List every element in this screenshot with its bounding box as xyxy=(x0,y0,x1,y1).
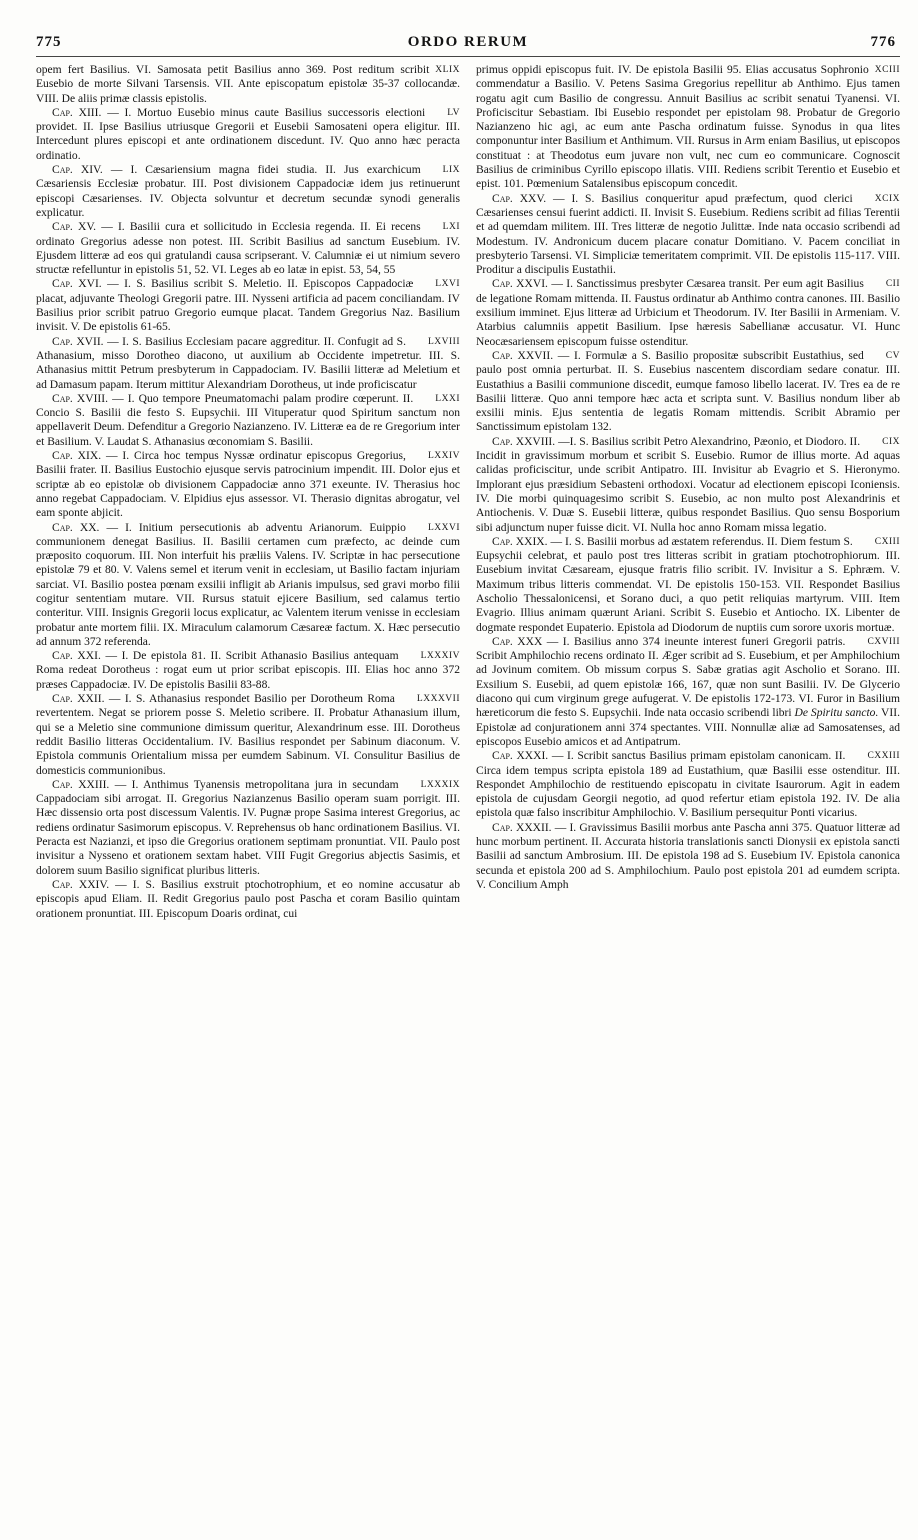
page-number-right: 776 xyxy=(870,34,896,50)
chapter-entry xyxy=(36,449,460,520)
chapter-entry xyxy=(36,878,460,921)
chapter-summary: — I. S. Basilius Ecclesiam pacare aggreditur. II. Confugit ad S. Athanasium, misso Dorotheo diacono, ut auxilium ab Occidente impetretur. III. S. Athanasius mittit Petrum presbyterum in Cappadociam. IV. Basilii litteræ ad Meletium et ad Damasum papam. Iterum mittitur Alexandriam Dorotheus, ut inde proficiscatur xyxy=(36,335,460,391)
chapter-label: Cap. XXIX. xyxy=(492,535,548,548)
chapter-summary: — I. Formulæ a S. Basilio propositæ subscribit Eustathius, sed paulo post omnia perturbat. II. S. Eusebius nascentem discordiam sedare conatur. III. Eustathius a Basilii communione discedit, eumque famoso libello lacerat. IV. Tres ea de re Basilii litteræ. Quo anni tempore hæc acta et scripta sunt. V. Basilius nondum liber ab exsilii minis. Ejus sententia de legatis Romam mittendis. Scribit Abramio per Sanctissimum epistolam 132. xyxy=(476,349,900,434)
chapter-page-ref: LXXI xyxy=(435,393,460,404)
chapter-label: Cap. XVIII. xyxy=(52,392,109,405)
chapter-label: Cap. XXXII. xyxy=(492,821,552,834)
chapter-label: Cap. XXIV. xyxy=(52,878,110,891)
chapter-entry xyxy=(476,535,900,635)
chapter-summary: — I. Scribit sanctus Basilius primam epistolam canonicam. II. Circa idem tempus scripta epistola 189 ad Eustathium, quæ Basilii esse ostenditur. III. Respondet Amphilochio de restituendo episcopatu in civitate Isaurorum. Agit in eadem epistola de cujusdam Georgii negotio, ad quod refertur etiam epistola 192. IV. De alia epistola quæ falso inscribitur Amphilochio. V. Basilium persequitur Ponti vicarius. xyxy=(476,750,900,820)
chapter-label: Cap. XXX xyxy=(492,635,543,648)
chapter-summary: — I. De epistola 81. II. Scribit Athanasio Basilius antequam Roma redeat Dorotheus : rogat eum ut prior scribat episcopis. III. Elias hoc anno 372 præses Cappadociæ. IV. De epistolis Basilii 83-88. xyxy=(36,650,460,691)
book-title: De Spiritu sancto. xyxy=(794,707,879,720)
chapter-page-ref: XCIX xyxy=(874,193,900,204)
chapter-entry xyxy=(36,163,460,220)
chapter-page-ref: CXXIII xyxy=(867,751,900,762)
chapter-page-ref: LXXXIX xyxy=(420,779,460,790)
chapter-entry xyxy=(36,692,460,778)
chapter-entry xyxy=(36,649,460,692)
chapter-page-ref: LXXXIV xyxy=(420,651,460,662)
chapter-entry xyxy=(476,349,900,435)
chapter-entry xyxy=(36,277,460,334)
chapter-page-ref: LXI xyxy=(442,222,460,233)
chapter-entry xyxy=(476,192,900,278)
chapter-summary: — I. Circa hoc tempus Nyssæ ordinatur episcopus Gregorius, Basilii frater. II. Basilius Eustochio ejusque servis patrocinium impendit. III. Dolor ejus et scriptæ ab eo epistolæ ob divisionem Cappadociæ anno 371 exeunte. IV. Therasius hoc anno regebat Cappadociam. V. Elpidius ejus assessor. VI. Therasio dignitas abrogatur, vel eam sponte abjicit. xyxy=(36,450,460,520)
chapter-label: Cap. XXVII. xyxy=(492,349,554,362)
chapter-summary: — I. S. Basilius scribit S. Meletio. II. Episcopos Cappadociæ placat, adjuvante Theologi Gregorii patre. III. Nysseni artificia ad pacem conciliandam. IV Basilius prior scribit patruo Gregorio eumque placat. Tandem Gregorius Naz. Basilium invisit. V. De epistolis 61-65. xyxy=(36,278,460,334)
chapter-page-ref: LXXXVII xyxy=(416,694,460,705)
chapter-label: Cap. XXVIII. xyxy=(492,435,556,448)
chapter-entry xyxy=(476,277,900,348)
chapter-label: Cap. XXXI. xyxy=(492,750,549,763)
chapter-summary: —I. S. Basilius scribit Petro Alexandrino, Pæonio, et Diodoro. II. Incidit in gravissimum morbum et scribit S. Eusebio. Rumor de illius morte. Ad aquas calidas proficiscitur, unde scribit Antipatro. III. Invisitur ab Evagrio et S. Hieronymo. Implorant ejus præsidium Sebasteni orthodoxi. Vocatur ad electionem episcopi Iconiensis. IV. Die morbi quinquagesimo scribit S. Eusebio, ac non multo post Alexandrinis et Antiochenis. V. Duæ S. Eusebii litteræ, quibus respondet Basilius. Quo sensu Bosporium sibi adjunctum nuper fuisse dicit. VI. Nulla hoc anno Romam missa legatio. xyxy=(476,435,900,534)
chapter-label: Cap. XXV. xyxy=(492,192,547,205)
chapter-label: Cap. XXII. xyxy=(52,693,105,706)
chapter-entry xyxy=(36,220,460,277)
chapter-entry xyxy=(36,63,460,106)
chapter-entry xyxy=(476,749,900,820)
chapter-label: Cap. XVI. xyxy=(52,278,102,291)
running-title: ORDO RERUM xyxy=(407,34,529,50)
chapter-entry xyxy=(476,635,900,749)
chapter-label: Cap. XIX. xyxy=(52,450,102,463)
chapter-entry xyxy=(36,521,460,650)
right-column xyxy=(476,63,900,921)
chapter-entry xyxy=(476,63,900,192)
chapter-page-ref: CV xyxy=(885,350,900,361)
chapter-summary: — I. S. Basilius exstruit ptochotrophium, et eo nomine accusatur ab episcopis apud Eliam. II. Redit Gregorius paulo post Pascha et coram Basilio quintam orationem pronuntiat. III. Episcopum Doaris ordinat, cui xyxy=(36,878,461,920)
chapter-page-ref: CXVIII xyxy=(867,636,900,647)
chapter-entry xyxy=(36,392,460,449)
chapter-page-ref: LV xyxy=(447,107,460,118)
chapter-summary: — I. Gravissimus Basilii morbus ante Pascha anni 375. Quatuor litteræ ad hunc morbum pertinent. II. Accurata historia translationis sancti Dionysii ex epistola sancti Basilii ad sanctum Ambrosium. III. De epistola 198 ad S. Eusebium IV. Epistola canonica secunda et epistola 200 ad S. Amphilochium. Paulo post epistola 201 ad eumdem scripta. V. Concilium Amph xyxy=(476,821,901,891)
chapter-summary: — I. Quo tempore Pneumatomachi palam prodire cœperunt. II. Concio S. Basilii die festo S. Eupsychii. III Vituperatur quod Spiritum sanctum non appellaverit Deum. Defenditur a Gregorio Nazianzeno. IV. Litteræ ea de re Gregorium inter et Basilium. V. Laudat S. Athanasius œconomiam S. Basilii. xyxy=(36,392,460,448)
chapter-summary: — I. Initium persecutionis ab adventu Arianorum. Euippio communionem denegat Basilius. II. Basilii certamen cum præfecto, ac deinde cum præposito coquorum. III. Non interfuit his præliis Valens. IV. Scriptæ in hac persecutione epistolæ 79 et 80. V. Valens semel et iterum venit in ecclesiam, ut Basilio factam injuriam sarciat. VI. Basilio postea pœnam exsilii infligit ab Arianis impulsus, sed gravi morbo filii cogitur sententiam mutare. VII. Rursus statuit ejicere Basilium, sed calamus tertio conteritur. VIII. Insignis Gregorii locus explicatur, ac Valentem iterum venisse in ecclesiam probatur ante mortem filii. IX. Miraculum calamorum Cæsareæ factum. X. Hæc persecutio ad annum 372 referenda. xyxy=(36,521,460,648)
page-header xyxy=(36,34,900,57)
chapter-summary: — I. S. Athanasius respondet Basilio per Dorotheum Roma revertentem. Negat se priorem posse S. Meletio scribere. II. Probatur Athanasium illum, qui se a Meletio sine communione dimissum queritur, Alexandrinum esse. III. Dorotheus reddit Basilio litteras Occidentalium. IV. Basilius respondet per Sabinum diaconum. V. Epistola communis Orientalium missa per eumdem Sabinum. VI. Consulitur Basilius de domesticis communionibus. xyxy=(36,693,460,777)
chapter-summary: — I. S. Basilii morbus ad æstatem referendus. II. Diem festum S. Eupsychii celebrat, et paulo post tres litteras scribit in gratiam ptochotrophiorum. III. Eusebium invitat Cæsaream, ejusque fratris filio scribit. IV. Invisitur a S. Ephræm. V. Maximum tribus litteris commendat. VI. De epistolis 150-153. VII. Respondet Basilius Ascholio Thessalonicensi, et Sorano duci, a quo petit reliquias martyrum. VIII. Item Evagrio. Illius animam quærunt Ariani. Scribit S. Eusebio et Antiocho. IX. Libenter de dogmate respondet Eupaterio. Epistola ad Diodorum de nuptiis cum sorore uxoris mortuæ. xyxy=(476,535,900,634)
chapter-label: Cap. XVII. xyxy=(52,335,104,348)
chapter-label: Cap. XXI. xyxy=(52,650,101,663)
chapter-page-ref: CIX xyxy=(882,436,900,447)
chapter-page-ref: LXXIV xyxy=(427,451,460,462)
chapter-summary: — I. Mortuo Eusebio minus caute Basilius successoris electioni providet. II. Ipse Basilius utriusque Gregorii et Eusebii Samosateni opera eligitur. III. Intercedunt plures episcopi et ante ordinationem discedunt. IV. Quo anno hæc peracta ordinatio. xyxy=(36,106,460,162)
chapter-summary: opem fert Basilius. VI. Samosata petit Basilius anno 369. Post reditum scribit Eusebio de morte Silvani Tarsensis. VII. Ante episcopatum epistolæ 35-37 collocandæ. VIII. De aliis primæ classis epistolis. xyxy=(36,64,460,105)
left-column xyxy=(36,63,460,921)
chapter-entry xyxy=(476,435,900,535)
chapter-label: Cap. XXIII. xyxy=(52,778,110,791)
chapter-summary-cont: VII. Epistolæ ad conjurationem anni 374 spectantes. VIII. Nonnullæ aliæ ad Samosatenses, ad episcopos Eusebio amicos et ad Antipatrum. xyxy=(476,707,900,748)
chapter-summary: — I. Basilii cura et sollicitudo in Ecclesia regenda. II. Ei recens ordinato Gregorius adesse non potest. III. Scribit Basilius ad sanctum Eusebium. IV. Ejusdem litteræ ad eos qui gratulandi causa scripserant. V. Calumniæ ei ut nimium severo structæ refelluntur in epistolis 51, 52. VI. Leges ab eo latæ in epist. 53, 54, 55 xyxy=(36,221,460,277)
chapter-summary: — I. Anthimus Tyanensis metropolitana jura in secundam Cappadociam sibi arrogat. II. Gregorius Nazianzenus Basilio operam suam porrigit. III. Hæc dissensio orta post discessum Valentis. IV. Pugnæ prope Sasima interest Gregorius, ac rediens ordinatur Sasimorum episcopus. V. Reprehensus ob hanc ordinationem Basilius. VI. Peracta est Nazianzi, et ipso die Gregorius orationem septimam pronuntiat. VII. Paulo post invisitur a Nysseno et orationem sextam habet. VIII Fugit Gregorius abjectis Sasimis, et dolorem suum Basilio significat pluribus litteris. xyxy=(36,778,460,877)
chapter-label: Cap. XIV. xyxy=(52,164,103,177)
chapter-page-ref: LXVI xyxy=(435,279,460,290)
chapter-entry xyxy=(476,821,900,892)
chapter-summary: — I. Cæsariensium magna fidei studia. II. Jus exarchicum Cæsariensis Ecclesiæ probatur. III. Post divisionem Cappadociæ idem jus retinuerunt episcopi Cæsarienses. IV. Objecta solvuntur et decretum secundæ synodi generalis explicatur. xyxy=(36,164,460,219)
chapter-page-ref: LXVIII xyxy=(427,336,460,347)
chapter-summary: — I. S. Basilius conqueritur apud præfectum, quod clerici Cæsarienses censui fuerint addicti. II. Invisit S. Eusebium. Rediens scribit ad filias Terentii et ad quemdam militem. III. Tres litteræ de negotio Julittæ. Inde nata occasio scribendi ad Modestum. IV. Andronicum ducem placare conatur Domitiano. V. Pacem conciliat in presbyterio Tarsensi. VI. Simpliciæ temeritatem comprimit. VII. De epistolis 115-117. VIII. Proditur a discipulis Eustathii. xyxy=(476,192,900,277)
chapter-page-ref: LXXVI xyxy=(427,522,460,533)
chapter-summary: — I. Basilius anno 374 ineunte interest funeri Gregorii patris. Scribit Amphilochio recens ordinato II. Æger scribit ad S. Eusebium, et per Amphilochium ad Jovinum comitem. Ob missum corpus S. Sabæ gratias agit Ascholio et Sorano. III. Exsilium S. Eusebii, ad quem epistolæ 166, 167, quæ non sunt Basilii. IV. De Glycerio diacono qui cum virginum grege aufugerat. V. De epistolis 172-173. VI. Furor in Basilium hæreticorum die festo S. Eupsychii. Inde nata occasio scribendi libri xyxy=(476,635,900,720)
page-number-left: 775 xyxy=(36,34,62,50)
chapter-label: Cap. XV. xyxy=(52,221,97,234)
chapter-page-ref: XCIII xyxy=(874,65,900,75)
chapter-label: Cap. XIII. xyxy=(52,106,102,119)
chapter-entry xyxy=(36,335,460,392)
chapter-entry xyxy=(36,106,460,163)
chapter-summary: — I. Sanctissimus presbyter Cæsarea transit. Per eum agit Basilius de legatione Romam mittenda. II. Faustus ordinatur ab Anthimo contra canones. III. Basilio exsilium imminet. Ejus litteræ ad Urbicium et Theodorum. IV. Iter Basilii in Armeniam. V. Atarbius calumniis appetit Basilium. Ipse hæresis Sabellianæ accusatur. VI. Hunc Neocæsariensem episcopum fuisse ostenditur. xyxy=(476,278,900,348)
chapter-page-ref: CXIII xyxy=(874,536,900,547)
chapter-label: Cap. XXVI. xyxy=(492,278,548,291)
chapter-page-ref: XLIX xyxy=(435,65,460,75)
chapter-summary: primus oppidi episcopus fuit. IV. De epistola Basilii 95. Elias accusatus Sophronio commendatur a Basilio. V. Petens Sasima Gregorius repellitur ab Anthimo. Ejus tamen rogatu agit cum Basilio de congressu. Annuit Basilius ac scribit senatui Tyanensi. VI. Proficiscitur Sebastiam. Ibi Eusebio respondet per epistolam 98. Probatur de Gregorio Nazianzeno hic agi, ac eum ante Pascha ordinatum fuisse. Synodus in qua lites componuntur inter Basilium et Anthimum. VII. Rursus in Arm eniam Basilius, ut episcopos constituat : at Theodotus eum juvare non vult, nec cum eo communicare. Cognoscit Basilius de criminibus Cyrillo episcopo illatis. VIII. Rediens scribit Terentio et Eusebio et epist. 101. Pœmenium Satalensibus episcopum concedit. xyxy=(476,64,900,191)
chapter-label: Cap. XX. xyxy=(52,521,100,534)
chapter-page-ref: LIX xyxy=(442,165,460,176)
chapter-page-ref: CII xyxy=(885,279,900,290)
chapter-entry xyxy=(36,778,460,878)
